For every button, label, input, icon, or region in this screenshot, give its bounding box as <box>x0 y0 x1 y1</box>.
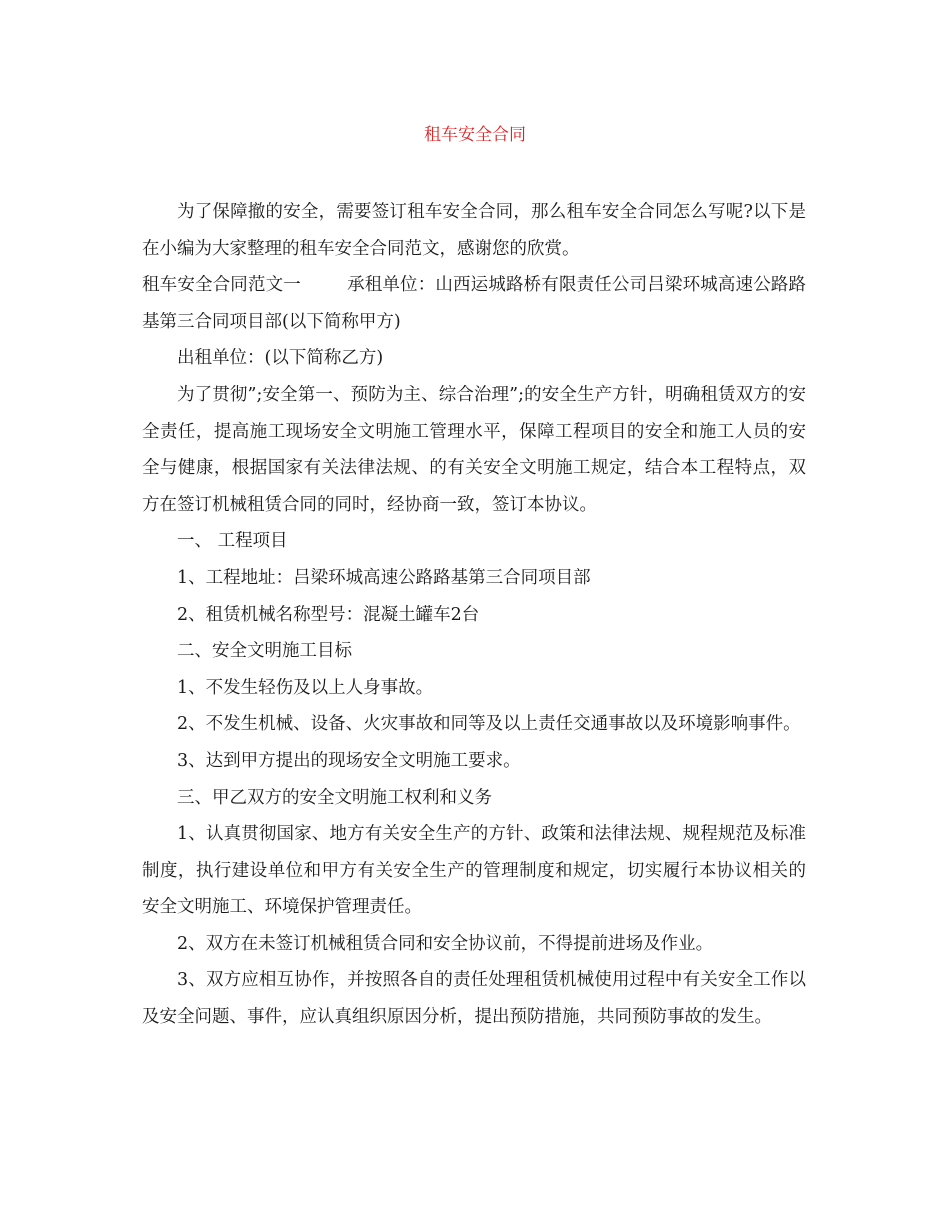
section-heading: 二、安全文明施工目标 <box>177 641 352 662</box>
section-item: 2、双方在未签订机械租赁合同和安全协议前，不得提前进场及作业。 <box>177 933 714 954</box>
sample-paragraph <box>142 267 806 340</box>
lessee-line: 承租单位：山西运城路桥有限责任公司吕梁环城高速公路路基第三合同项目部(以下简称甲方) <box>142 275 807 332</box>
sample-heading: 租车安全合同范文一 <box>142 275 301 296</box>
section-heading: 三、甲乙双方的安全文明施工权利和义务 <box>177 787 492 808</box>
section-item: 3、双方应相互协作，并按照各自的责任处理租赁机械使用过程中有关安全工作以及安全问题、事件，应认真组织原因分析，提出预防措施，共同预防事故的发生。 <box>142 970 806 1028</box>
document-title: 租车安全合同 <box>424 125 526 145</box>
section-item: 1、工程地址：吕梁环城高速公路路基第三合同项目部 <box>177 567 591 588</box>
document-body <box>142 194 806 1036</box>
section-item: 2、不发生机械、设备、火灾事故和同等及以上责任交通事故以及环境影响事件。 <box>177 714 801 735</box>
intro-paragraph: 为了保障撤的安全，需要签订租车安全合同，那么租车安全合同怎么写呢?以下是在小编为大家整理的租车安全合同范文，感谢您的欣赏。 <box>142 202 806 259</box>
section-item: 1、认真贯彻国家、地方有关安全生产的方针、政策和法律法规、规程规范及标准制度，执行建设单位和甲方有关安全生产的管理制度和规定，切实履行本协议相关的安全文明施工、环境保护管理责任。 <box>142 824 806 918</box>
section-item: 1、不发生轻伤及以上人身事故。 <box>177 677 434 698</box>
section-heading: 一、 工程项目 <box>177 531 288 552</box>
lessor-line: 出租单位：(以下简称乙方) <box>177 348 384 369</box>
preamble-paragraph: 为了贯彻”;安全第一、预防为主、综合治理”;的安全生产方针，明确租赁双方的安全责任，提高施工现场安全文明施工管理水平，保障工程项目的安全和施工人员的安全与健康，根据国家有关法律法规、的有关安全文明施工规定，结合本工程特点，双方在签订机械租赁合同的同时，经协商一致，签订本协议。 <box>142 384 806 515</box>
section-item: 3、达到甲方提出的现场安全文明施工要求。 <box>177 750 521 771</box>
section-item: 2、租赁机械名称型号：混凝土罐车2台 <box>177 604 480 625</box>
